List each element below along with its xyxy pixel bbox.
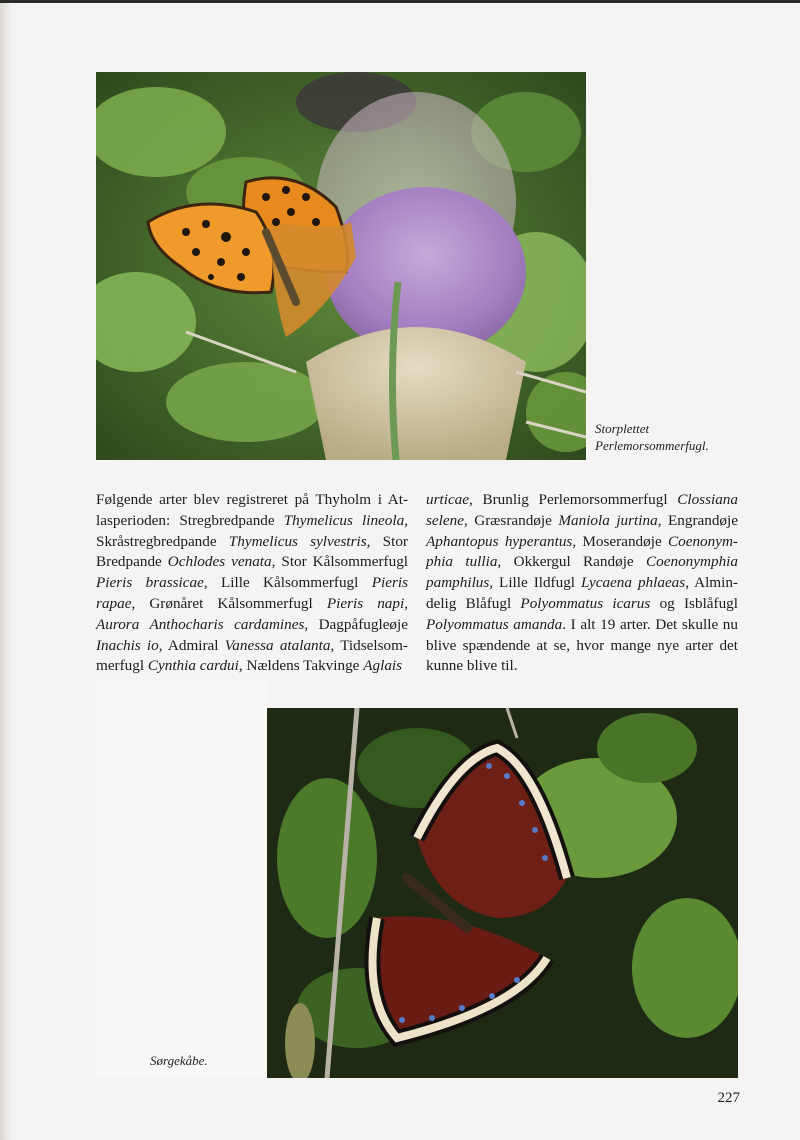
caption-line-2: Perlemorsommerfugl. (595, 438, 709, 453)
species-name: Vanessa atalanta (224, 636, 331, 654)
species-name: Maniola jurtina (558, 511, 658, 529)
blank-area (96, 680, 267, 1078)
species-name: Polyommatus icarus (520, 594, 651, 612)
body-text-run: , Dagpåfugleøje (304, 615, 408, 633)
page-top-edge (0, 0, 800, 3)
species-name: Pieris rapae (96, 574, 409, 612)
body-text-left-column (96, 490, 408, 677)
species-name: Thymelicus sylvestris, (228, 532, 371, 550)
body-text-right-column (426, 490, 738, 677)
body-text-run: , Grønåret Kålsommerfugl (131, 594, 327, 612)
photo-caption-bottom: Sørgekåbe. (150, 1053, 208, 1068)
body-text-run: Stor Bredpande (96, 532, 408, 571)
body-text-run: Følgende arter blev registreret på Thyholm i At-lasperioden: Stregbredpande (96, 491, 408, 529)
photo-caption-top (595, 420, 785, 454)
body-text-run: Nældens Takvinge (242, 657, 364, 675)
species-name: Inachis io (96, 636, 159, 654)
body-text-run: Okkergul Randøje (501, 553, 647, 571)
species-name: Coenonym-phia tullia, (426, 532, 738, 571)
photo-fritillary-on-teasel (96, 72, 586, 460)
photo-camberwell-beauty (267, 708, 738, 1078)
body-text-run: , (404, 594, 409, 612)
mourning-cloak-illustration (267, 708, 738, 1078)
body-text-run: , Almin-delig Blåfugl (426, 574, 738, 612)
species-name: Lycaena phlaeas (580, 574, 686, 592)
body-text-run: , Skråstregbredpande (96, 511, 408, 550)
species-name: Aglais (363, 657, 403, 675)
species-name: Ochlodes venata (167, 553, 272, 571)
body-text-run: , Stor Kålsommerfugl (271, 553, 409, 571)
species-name: Polyommatus amanda (426, 615, 563, 633)
species-name: urticae, (426, 491, 473, 508)
species-name: Coenonymphia pamphilus (426, 553, 738, 592)
body-text-run: , Græsrandøje (463, 511, 559, 529)
species-name: Pieris brassicae, (96, 574, 208, 592)
page-number: 227 (717, 1090, 740, 1106)
body-text-run: . I alt 19 arter. Det skulle nu blive spændende at se, hvor mange nye arter det kunne blive til. (426, 615, 738, 675)
fritillary-illustration (96, 72, 586, 460)
body-text-run: og Isblåfugl (650, 594, 738, 612)
species-name: Cynthia cardui, (147, 657, 243, 675)
body-text-run: , Tidselsom-merfugl (96, 636, 408, 675)
caption-line-1: Storplettet (595, 421, 650, 436)
body-text-run: , Engrandøje (657, 511, 738, 529)
body-text-run: Lille Kålsommerfugl (207, 574, 372, 592)
species-name: Aurora Anthocharis cardamines (96, 615, 305, 633)
body-text-run: , Admiral (158, 636, 225, 654)
species-name: Clossiana selene (426, 491, 738, 529)
page-edge (0, 0, 12, 1140)
body-text-run: Brunlig Perlemorsommerfugl (472, 491, 678, 508)
body-text-run: , Lille Ildfugl (489, 574, 581, 592)
species-name: Thymelicus lineola (283, 511, 405, 529)
species-name: Pieris napi (326, 594, 405, 612)
species-name: Aphantopus hyperantus (426, 532, 573, 550)
body-text-run: , Moserandøje (572, 532, 668, 550)
